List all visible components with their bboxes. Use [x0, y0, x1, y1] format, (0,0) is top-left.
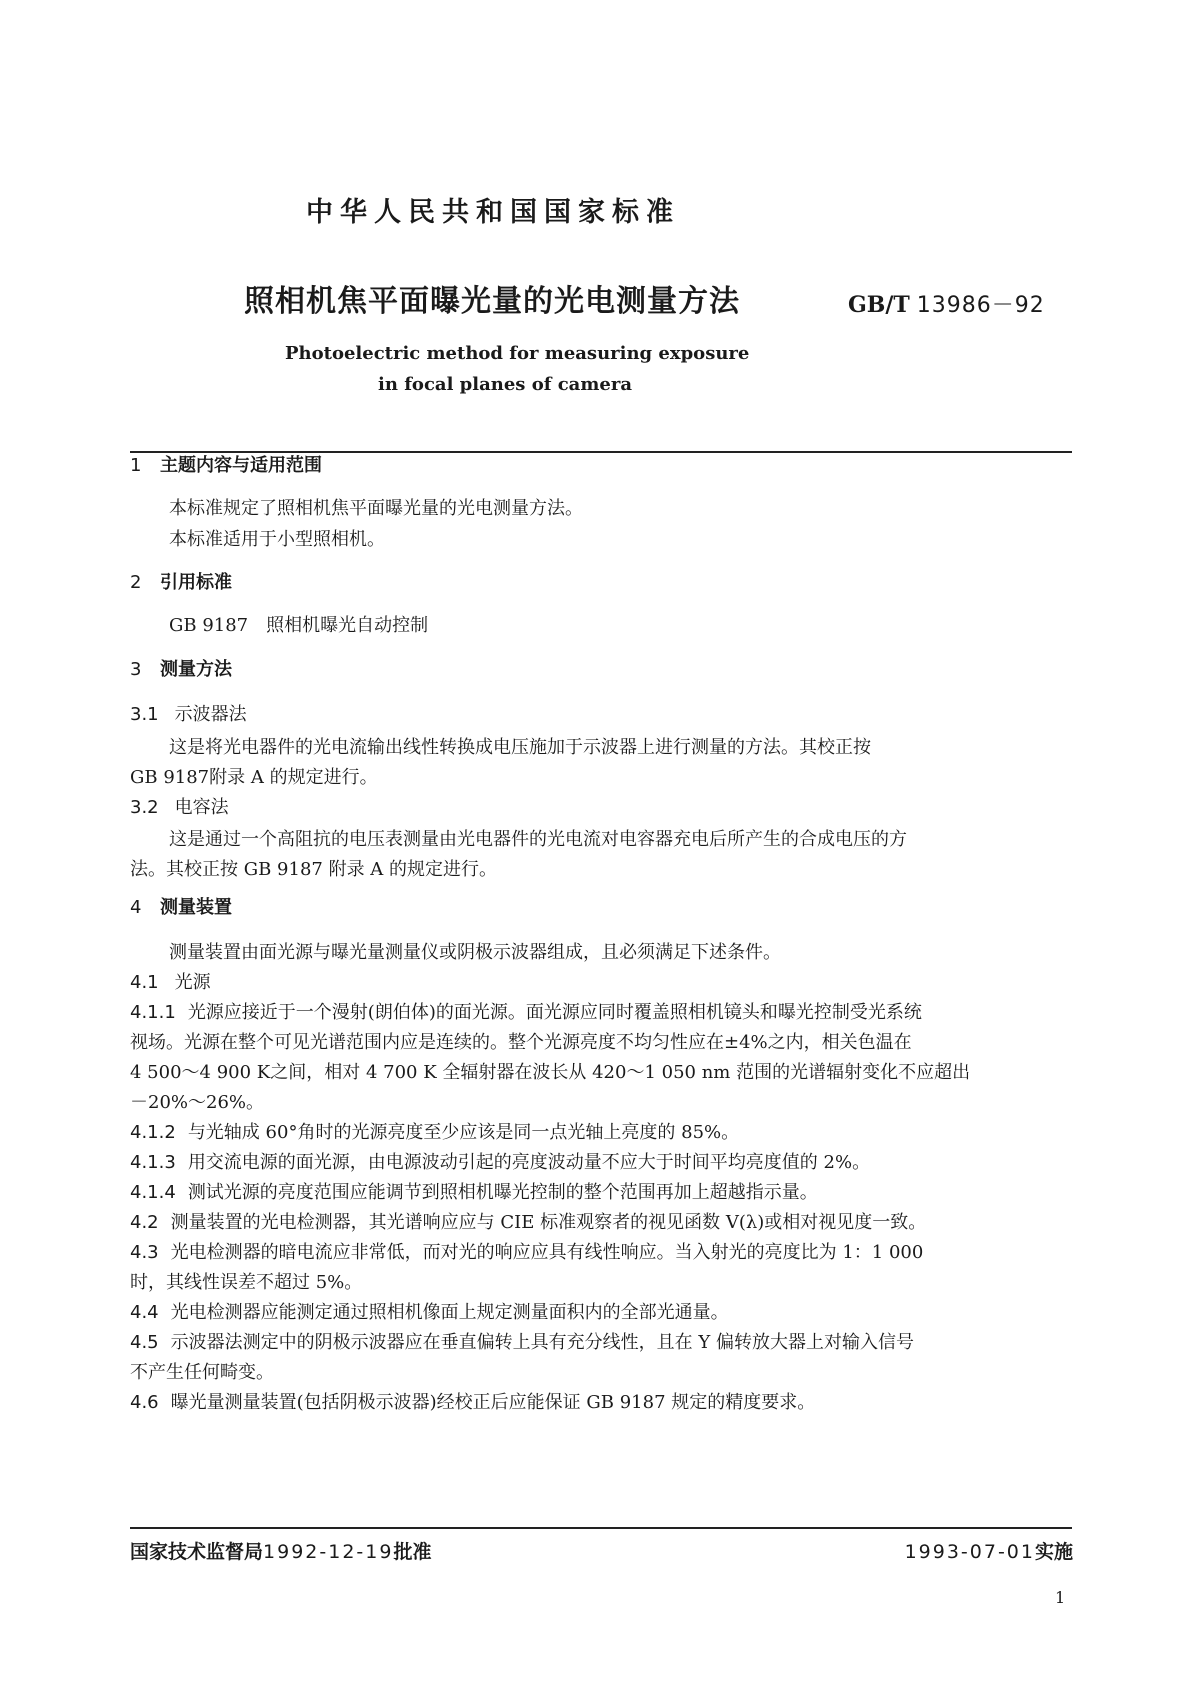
clause-3-1-heading — [130, 700, 247, 726]
clause-number: 3.2 — [130, 797, 159, 818]
footer-divider — [130, 1527, 1072, 1529]
section-number: 2 — [130, 572, 142, 593]
clause-number: 4.1.2 — [130, 1122, 176, 1143]
section-2-heading — [130, 568, 232, 594]
clause-number: 4.6 — [130, 1392, 159, 1413]
standard-code-prefix: GB/T — [848, 292, 910, 318]
clause-number: 4.1 — [130, 972, 159, 993]
implementation-date: 1993-07-01 — [904, 1541, 1035, 1563]
clause-4-1-2 — [130, 1118, 739, 1144]
reference-entry — [169, 611, 428, 637]
clause-text: 测量装置的光电检测器，其光谱响应应与 CIE 标准观察者的视见函数 V(λ)或相对视见度一致。 — [170, 1212, 927, 1233]
clause-number: 3.1 — [130, 704, 159, 725]
clause-number: 4.5 — [130, 1332, 159, 1353]
section-1-paragraph-1: 本标准规定了照相机焦平面曝光量的光电测量方法。 — [169, 498, 583, 519]
section-4-intro: 测量装置由面光源与曝光量测量仪或阴极示波器组成，且必须满足下述条件。 — [169, 942, 781, 963]
implementation-label: 实施 — [1034, 1541, 1073, 1563]
standard-code-number: 13986－92 — [916, 293, 1045, 318]
clause-4-2 — [130, 1208, 926, 1234]
clause-4-1-4 — [130, 1178, 818, 1204]
section-4-heading — [130, 893, 232, 919]
clause-number: 4.4 — [130, 1302, 159, 1323]
standard-title-english-line2: in focal planes of camera — [378, 374, 632, 395]
page-number: 1 — [1055, 1588, 1066, 1607]
clause-number: 4.1.3 — [130, 1152, 176, 1173]
clause-4-3-line-1 — [130, 1238, 923, 1264]
standard-title-english-line1: Photoelectric method for measuring exposure — [285, 343, 750, 364]
reference-code: GB 9187 — [169, 615, 249, 636]
clause-4-1-1-line-4: －20%～26%。 — [130, 1092, 265, 1113]
clause-4-4 — [130, 1298, 729, 1324]
section-1-paragraph-2: 本标准适用于小型照相机。 — [169, 529, 385, 550]
clause-text: 光电检测器应能测定通过照相机像面上规定测量面积内的全部光通量。 — [170, 1302, 729, 1323]
clause-3-2-heading — [130, 793, 229, 819]
clause-text: 示波器法测定中的阴极示波器应在垂直偏转上具有充分线性，且在 Y 偏转放大器上对输入信号 — [170, 1332, 914, 1353]
approval-info — [130, 1537, 431, 1564]
clause-4-5-line-2: 不产生任何畸变。 — [130, 1362, 274, 1383]
section-title: 引用标准 — [160, 572, 232, 593]
section-title: 主题内容与适用范围 — [160, 455, 322, 476]
section-3-heading — [130, 655, 232, 681]
clause-text: 光源应接近于一个漫射(朗伯体)的面光源。面光源应同时覆盖照相机镜头和曝光控制受光系统 — [187, 1002, 922, 1023]
section-number: 4 — [130, 897, 142, 918]
section-number: 3 — [130, 659, 142, 680]
issuer: 国家技术监督局 — [130, 1541, 264, 1563]
clause-3-2-line-2: 法。其校正按 GB 9187 附录 A 的规定进行。 — [130, 859, 498, 880]
section-1-heading — [130, 451, 322, 477]
clause-title: 示波器法 — [174, 704, 247, 725]
clause-4-1-heading — [130, 968, 211, 994]
clause-4-1-1-line-1 — [130, 998, 922, 1024]
section-number: 1 — [130, 455, 142, 476]
national-standard-title: 中华人民共和国国家标准 — [306, 197, 680, 228]
clause-4-1-1-line-2: 视场。光源在整个可见光谱范围内应是连续的。整个光源亮度不均匀性应在±4%之内，相关色温在 — [130, 1032, 912, 1053]
clause-3-2-line-1: 这是通过一个高阻抗的电压表测量由光电器件的光电流对电容器充电后所产生的合成电压的方 — [169, 829, 907, 850]
clause-text: 与光轴成 60°角时的光源亮度至少应该是同一点光轴上亮度的 85%。 — [187, 1122, 740, 1143]
clause-text: 曝光量测量装置(包括阴极示波器)经校正后应能保证 GB 9187 规定的精度要求。 — [170, 1392, 816, 1413]
section-title: 测量方法 — [160, 659, 232, 680]
standard-code — [848, 288, 1045, 319]
clause-4-3-line-2: 时，其线性误差不超过 5%。 — [130, 1272, 363, 1293]
approval-date: 1992-12-19 — [263, 1541, 394, 1563]
clause-3-1-line-2: GB 9187附录 A 的规定进行。 — [130, 767, 378, 788]
clause-4-5-line-1 — [130, 1328, 914, 1354]
clause-text: 光电检测器的暗电流应非常低，而对光的响应应具有线性响应。当入射光的亮度比为 1：1 000 — [170, 1242, 924, 1263]
clause-4-1-3 — [130, 1148, 870, 1174]
clause-4-1-1-line-3: 4 500～4 900 K之间，相对 4 700 K 全辐射器在波长从 420～1 050 nm 范围的光谱辐射变化不应超出 — [130, 1062, 971, 1083]
section-title: 测量装置 — [160, 897, 232, 918]
implementation-info — [905, 1537, 1073, 1564]
clause-text: 测试光源的亮度范围应能调节到照相机曝光控制的整个范围再加上超越指示量。 — [187, 1182, 818, 1203]
clause-3-1-line-1: 这是将光电器件的光电流输出线性转换成电压施加于示波器上进行测量的方法。其校正按 — [169, 737, 871, 758]
clause-number: 4.3 — [130, 1242, 159, 1263]
clause-number: 4.1.1 — [130, 1002, 176, 1023]
reference-title: 照相机曝光自动控制 — [266, 615, 429, 636]
clause-number: 4.1.4 — [130, 1182, 176, 1203]
approval-label: 批准 — [393, 1541, 432, 1563]
clause-4-6 — [130, 1388, 815, 1414]
clause-text: 用交流电源的面光源，由电源波动引起的亮度波动量不应大于时间平均亮度值的 2%。 — [187, 1152, 871, 1173]
clause-title: 电容法 — [174, 797, 229, 818]
clause-title: 光源 — [174, 972, 211, 993]
clause-number: 4.2 — [130, 1212, 159, 1233]
standard-title-chinese: 照相机焦平面曝光量的光电测量方法 — [244, 284, 740, 319]
